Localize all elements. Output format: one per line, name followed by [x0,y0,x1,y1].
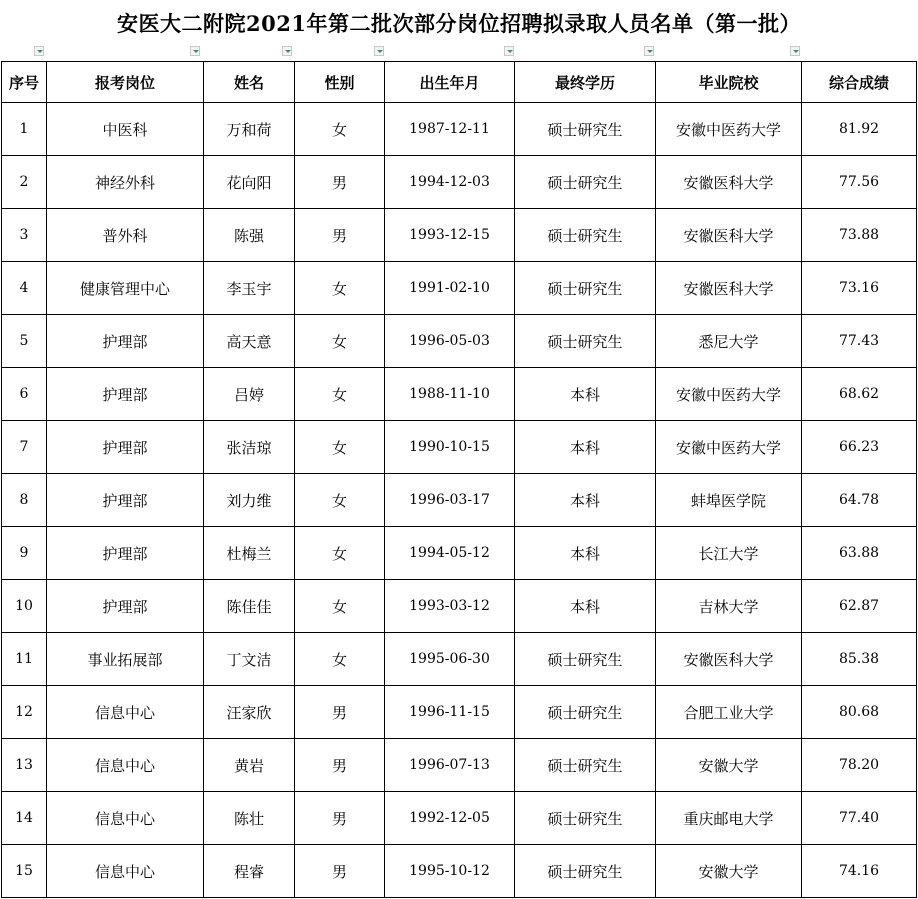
cell-school[interactable]: 安徽医科大学 [656,633,802,686]
cell-no[interactable]: 4 [2,262,47,315]
cell-gender[interactable]: 女 [295,474,385,527]
cell-name[interactable]: 汪家欣 [204,686,295,739]
filter-dropdown-icon[interactable] [790,46,800,56]
cell-school[interactable]: 安徽中医药大学 [656,368,802,421]
cell-no[interactable]: 11 [2,633,47,686]
table-row [2,209,917,262]
cell-name[interactable]: 杜梅兰 [204,527,295,580]
cell-position[interactable]: 普外科 [47,209,204,262]
cell-score[interactable]: 73.88 [802,209,917,262]
cell-gender[interactable]: 女 [295,421,385,474]
cell-birth[interactable]: 1987-12-11 [385,103,515,156]
cell-score[interactable]: 81.92 [802,103,917,156]
filter-dropdown-icon[interactable] [190,46,200,56]
cell-gender[interactable]: 男 [295,686,385,739]
cell-score[interactable]: 64.78 [802,474,917,527]
cell-birth[interactable]: 1993-03-12 [385,580,515,633]
cell-name[interactable]: 李玉宇 [204,262,295,315]
cell-gender[interactable]: 女 [295,262,385,315]
cell-no[interactable]: 10 [2,580,47,633]
cell-score[interactable]: 80.68 [802,686,917,739]
table-row [2,580,917,633]
cell-birth[interactable]: 1996-07-13 [385,739,515,792]
cell-gender[interactable]: 男 [295,845,385,898]
cell-school[interactable]: 安徽中医药大学 [656,421,802,474]
table-row [2,845,917,898]
cell-school[interactable]: 安徽医科大学 [656,262,802,315]
cell-gender[interactable]: 男 [295,792,385,845]
cell-gender[interactable]: 男 [295,209,385,262]
table-row [2,739,917,792]
cell-no[interactable]: 5 [2,315,47,368]
cell-birth[interactable]: 1993-12-15 [385,209,515,262]
table-row [2,474,917,527]
cell-birth[interactable]: 1988-11-10 [385,368,515,421]
cell-education[interactable]: 本科 [515,474,656,527]
cell-education[interactable]: 硕士研究生 [515,739,656,792]
cell-birth[interactable]: 1996-03-17 [385,474,515,527]
table-row [2,156,917,209]
cell-score[interactable]: 63.88 [802,527,917,580]
table-row [2,315,917,368]
cell-education[interactable]: 硕士研究生 [515,792,656,845]
cell-education[interactable]: 本科 [515,580,656,633]
cell-no[interactable]: 14 [2,792,47,845]
filter-dropdown-icon[interactable] [374,46,384,56]
cell-school[interactable]: 安徽医科大学 [656,209,802,262]
cell-gender[interactable]: 女 [295,527,385,580]
filter-dropdown-icon[interactable] [644,46,654,56]
cell-position[interactable]: 神经外科 [47,156,204,209]
cell-score[interactable]: 78.20 [802,739,917,792]
column-header-score[interactable]: 综合成绩 [802,62,917,103]
table-row [2,633,917,686]
cell-name[interactable]: 吕婷 [204,368,295,421]
cell-gender[interactable]: 女 [295,368,385,421]
cell-education[interactable]: 硕士研究生 [515,845,656,898]
cell-score[interactable]: 66.23 [802,421,917,474]
cell-gender[interactable]: 女 [295,315,385,368]
cell-score[interactable]: 85.38 [802,633,917,686]
cell-birth[interactable]: 1994-12-03 [385,156,515,209]
cell-gender[interactable]: 女 [295,103,385,156]
cell-school[interactable]: 合肥工业大学 [656,686,802,739]
cell-school[interactable]: 安徽医科大学 [656,156,802,209]
cell-position[interactable]: 护理部 [47,368,204,421]
cell-name[interactable]: 高天意 [204,315,295,368]
cell-name[interactable]: 花向阳 [204,156,295,209]
cell-position[interactable]: 护理部 [47,580,204,633]
cell-score[interactable]: 62.87 [802,580,917,633]
cell-school[interactable]: 重庆邮电大学 [656,792,802,845]
table-header-row [2,62,917,103]
cell-school[interactable]: 蚌埠医学院 [656,474,802,527]
cell-education[interactable]: 硕士研究生 [515,156,656,209]
cell-school[interactable]: 吉林大学 [656,580,802,633]
cell-school[interactable]: 悉尼大学 [656,315,802,368]
table-row [2,686,917,739]
cell-no[interactable]: 9 [2,527,47,580]
cell-no[interactable]: 13 [2,739,47,792]
cell-name[interactable]: 陈佳佳 [204,580,295,633]
cell-school[interactable]: 长江大学 [656,527,802,580]
filter-dropdown-icon[interactable] [504,46,514,56]
cell-name[interactable]: 丁文洁 [204,633,295,686]
cell-position[interactable]: 护理部 [47,421,204,474]
document-title: 安医大二附院2021年第二批次部分岗位招聘拟录取人员名单（第一批） [117,11,801,36]
cell-education[interactable]: 硕士研究生 [515,315,656,368]
cell-school[interactable]: 安徽大学 [656,845,802,898]
cell-name[interactable]: 万和荷 [204,103,295,156]
cell-score[interactable]: 77.56 [802,156,917,209]
cell-birth[interactable]: 1995-06-30 [385,633,515,686]
cell-education[interactable]: 本科 [515,527,656,580]
filter-dropdown-icon[interactable] [34,46,44,56]
cell-education[interactable]: 硕士研究生 [515,686,656,739]
cell-name[interactable]: 程睿 [204,845,295,898]
cell-school[interactable]: 安徽中医药大学 [656,103,802,156]
cell-no[interactable]: 8 [2,474,47,527]
table-body [2,103,917,898]
cell-position[interactable]: 中医科 [47,103,204,156]
table-row [2,103,917,156]
cell-position[interactable]: 健康管理中心 [47,262,204,315]
cell-position[interactable]: 事业拓展部 [47,633,204,686]
cell-position[interactable]: 信息中心 [47,792,204,845]
cell-position[interactable]: 护理部 [47,315,204,368]
cell-birth[interactable]: 1995-10-12 [385,845,515,898]
table-row [2,792,917,845]
cell-education[interactable]: 硕士研究生 [515,103,656,156]
cell-score[interactable]: 77.43 [802,315,917,368]
cell-position[interactable]: 信息中心 [47,739,204,792]
table-row [2,262,917,315]
cell-education[interactable]: 硕士研究生 [515,633,656,686]
cell-no[interactable]: 1 [2,103,47,156]
cell-gender[interactable]: 女 [295,633,385,686]
cell-education[interactable]: 硕士研究生 [515,262,656,315]
table-row [2,368,917,421]
filter-dropdown-icon[interactable] [282,46,292,56]
candidate-table [1,61,917,898]
cell-score[interactable]: 77.40 [802,792,917,845]
cell-position[interactable]: 护理部 [47,474,204,527]
cell-education[interactable]: 本科 [515,368,656,421]
cell-no[interactable]: 12 [2,686,47,739]
column-header-gender[interactable]: 性别 [295,62,385,103]
column-header-name[interactable]: 姓名 [204,62,295,103]
column-header-school[interactable]: 毕业院校 [656,62,802,103]
cell-score[interactable]: 68.62 [802,368,917,421]
cell-name[interactable]: 刘力维 [204,474,295,527]
cell-position[interactable]: 护理部 [47,527,204,580]
column-header-birth[interactable]: 出生年月 [385,62,515,103]
cell-education[interactable]: 硕士研究生 [515,209,656,262]
column-header-position[interactable]: 报考岗位 [47,62,204,103]
cell-birth[interactable]: 1991-02-10 [385,262,515,315]
cell-score[interactable]: 73.16 [802,262,917,315]
cell-birth[interactable]: 1994-05-12 [385,527,515,580]
cell-name[interactable]: 陈壮 [204,792,295,845]
cell-name[interactable]: 陈强 [204,209,295,262]
cell-birth[interactable]: 1992-12-05 [385,792,515,845]
cell-no[interactable]: 2 [2,156,47,209]
column-header-no[interactable]: 序号 [2,62,47,103]
cell-name[interactable]: 张洁琼 [204,421,295,474]
cell-gender[interactable]: 女 [295,580,385,633]
cell-no[interactable]: 6 [2,368,47,421]
cell-position[interactable]: 信息中心 [47,845,204,898]
cell-birth[interactable]: 1996-05-03 [385,315,515,368]
cell-birth[interactable]: 1996-11-15 [385,686,515,739]
cell-gender[interactable]: 男 [295,156,385,209]
cell-education[interactable]: 本科 [515,421,656,474]
cell-no[interactable]: 3 [2,209,47,262]
cell-gender[interactable]: 男 [295,739,385,792]
table-row [2,421,917,474]
cell-school[interactable]: 安徽大学 [656,739,802,792]
cell-score[interactable]: 74.16 [802,845,917,898]
cell-position[interactable]: 信息中心 [47,686,204,739]
cell-birth[interactable]: 1990-10-15 [385,421,515,474]
cell-no[interactable]: 7 [2,421,47,474]
table-row [2,527,917,580]
cell-name[interactable]: 黄岩 [204,739,295,792]
cell-no[interactable]: 15 [2,845,47,898]
filter-dropdown-row [0,46,918,58]
column-header-education[interactable]: 最终学历 [515,62,656,103]
